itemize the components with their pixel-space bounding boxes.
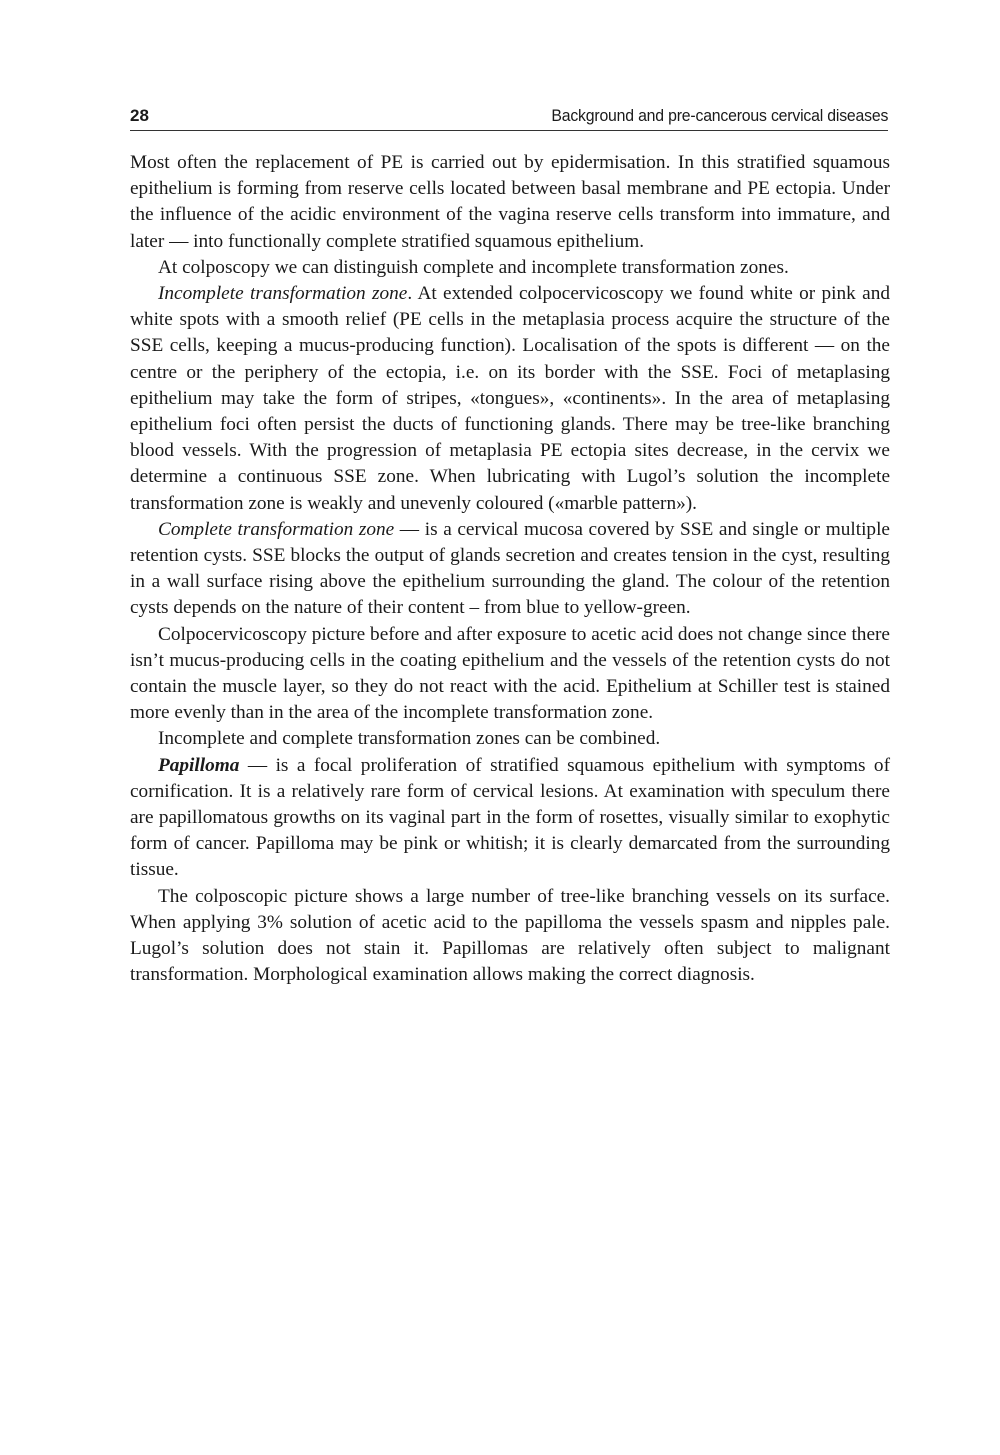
paragraph-colposcopic-picture: [130, 884, 890, 989]
term-incomplete-transformation-zone: Incomplete transformation zone: [158, 283, 408, 305]
paragraph-colpocervicoscopy: [130, 622, 890, 727]
paragraph-epidermisation: [130, 150, 890, 255]
paragraph-complete-zone: [130, 517, 890, 622]
paragraph-text: . At extended colpocervicoscopy we found white or pink and white spots with a smooth relief (PE cells in the metaplasia process acquire the structure of the SSE cells, keeping a mucus-producing function). Localisation of the spots is different — on the centre or the periphery of the ectopia, i.e. on its border with the SSE. Foci of metaplasing epithelium may take the form of stripes, «tongues», «continents». In the area of metaplasing epithelium foci often persist the ducts of functioning glands. There may be tree-like branching blood vessels. With the progression of metaplasia PE ectopia sites decrease, in the cervix we determine a continuous SSE zone. When lubricating with Lugol’s solution the incomplete transformation zone is weakly and unevenly coloured («marble pattern»).: [130, 283, 890, 514]
paragraph-text: — is a cervical mucosa covered by SSE and single or multiple retention cysts. SSE blocks the output of glands secretion and creates tension in the cyst, resulting in a wall surface rising above the epithelium surrounding the gland. The colour of the retention cysts depends on the nature of their content – from blue to yellow-green.: [130, 518, 890, 619]
term-complete-transformation-zone: Complete transformation zone: [158, 518, 395, 540]
paragraph-combined-zones: [130, 726, 890, 752]
paragraph-text: The colposcopic picture shows a large number of tree-like branching vessels on its surface. When applying 3% solution of acetic acid to the papilloma the vessels spasm and nipples pale. Lugol’s solution does not stain it. Papillomas are relatively often subject to malignant transformation. Morphological examination allows making the correct diagnosis.: [130, 885, 890, 986]
page-number: 28: [130, 106, 149, 125]
paragraph-text: Incomplete and complete transformation zones can be combined.: [158, 728, 661, 750]
paragraph-transformation-zones: [130, 255, 890, 281]
running-title: Background and pre-cancerous cervical diseases: [551, 106, 888, 125]
body-text: [130, 150, 890, 989]
page-header: [130, 104, 888, 131]
paragraph-text: At colposcopy we can distinguish complete and incomplete transformation zones.: [158, 256, 789, 278]
paragraph-text: — is a focal proliferation of stratified squamous epithelium with symptoms of cornification. It is a relatively rare form of cervical lesions. At examination with speculum there are papillomatous growths on its vaginal part in the form of rosettes, visually similar to exophytic form of cancer. Papilloma may be pink or whitish; it is clearly demarcated from the surrounding tissue.: [130, 754, 890, 881]
term-papilloma: Papilloma: [158, 754, 240, 776]
paragraph-papilloma: [130, 753, 890, 884]
paragraph-text: Colpocervicoscopy picture before and after exposure to acetic acid does not change since there isn’t mucus-producing cells in the coating epithelium and the vessels of the retention cysts do not contain the muscle layer, so they do not react with the acid. Epithelium at Schiller test is stained more evenly than in the area of the incomplete transformation zone.: [130, 623, 890, 724]
paragraph-text: Most often the replacement of PE is carried out by epidermisation. In this stratified squamous epithelium is forming from reserve cells located between basal membrane and PE ectopia. Under the influence of the acidic environment of the vagina reserve cells transform into immature, and later — into functionally complete stratified squamous epithelium.: [130, 152, 890, 252]
paragraph-incomplete-zone: [130, 281, 890, 517]
